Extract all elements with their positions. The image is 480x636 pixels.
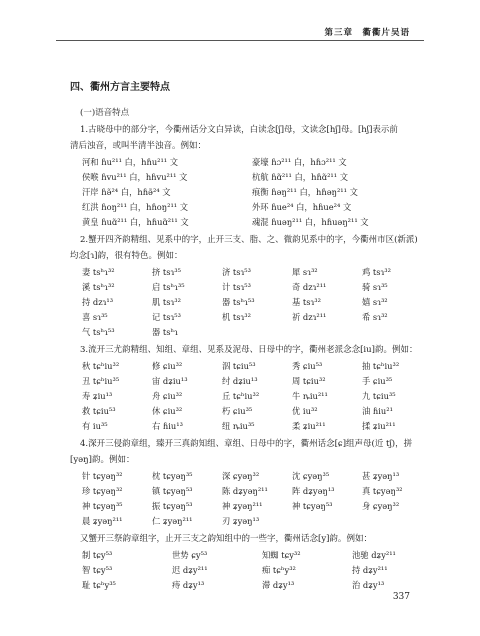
example-cell: 刃 ʑyəŋ¹³ bbox=[222, 516, 260, 526]
example-row bbox=[82, 564, 432, 578]
example-cell: 喜 sɿ³⁵ bbox=[82, 312, 108, 322]
example-cell: 痕衡 ɦəŋ²¹¹ 白，hɦəŋ²¹¹ 文 bbox=[252, 187, 358, 197]
example-cell: 寿 ʑiu¹³ bbox=[82, 391, 113, 401]
paragraph-3 bbox=[70, 342, 420, 358]
paragraph-4-line-1: 4.深开三侵韵章组，臻开三真韵知组、章组、日母中的字，衢州话念[ɕ]组声母(近 tʃ)，拼 bbox=[80, 439, 413, 449]
example-row bbox=[82, 156, 432, 170]
example-row bbox=[82, 171, 432, 185]
example-cell: 智 tɕy⁵³ bbox=[82, 565, 113, 575]
example-cell: 侯喉 ɦvu²¹¹ 白，hɦvu²¹¹ 文 bbox=[82, 172, 188, 182]
example-cell: 神 tɕyəŋ³⁵ bbox=[82, 501, 123, 511]
example-cell: 周 tɕiu³² bbox=[292, 376, 326, 386]
example-cell: 丑 tɕʰiu³⁵ bbox=[82, 376, 120, 386]
example-cell: 器 tsʰɿ bbox=[152, 327, 178, 337]
example-cell: 陈 dʑyəŋ²¹¹ bbox=[222, 486, 268, 496]
example-cell: 朽 ɕiu³⁵ bbox=[222, 406, 253, 416]
example-cell: 知蜘 tɕy³² bbox=[262, 550, 301, 560]
example-cell: 揉 ʑiu²¹¹ bbox=[362, 421, 396, 431]
example-cell: 济 tsɿ⁵³ bbox=[222, 267, 251, 277]
example-row bbox=[82, 360, 432, 374]
example-cell: 汗岸 ɦə̃²⁴ 白，hɦə̃²⁴ 文 bbox=[82, 187, 171, 197]
section-title: 四、衢州方言主要特点 bbox=[70, 82, 170, 93]
example-cell: 耻 tɕʰy³⁵ bbox=[82, 580, 116, 590]
example-row bbox=[82, 470, 432, 484]
example-cell: 丘 tɕʰiu³² bbox=[222, 391, 260, 401]
example-cell: 计 tsɿ⁵³ bbox=[222, 282, 251, 292]
page-number: 337 bbox=[392, 592, 410, 602]
subsection-title: (一)语音特点 bbox=[80, 108, 130, 118]
example-cell: 嬉 sɿ³² bbox=[362, 297, 388, 307]
paragraph-2-line-2: 均念[ɿ]韵，很有特色。例如： bbox=[70, 251, 183, 261]
example-row bbox=[82, 405, 432, 419]
example-cell: 希 sɿ³² bbox=[362, 312, 388, 322]
example-cell: 仁 ʑyəŋ²¹¹ bbox=[152, 516, 193, 526]
example-row bbox=[82, 515, 432, 529]
example-cell: 真 tɕyəŋ³² bbox=[362, 486, 403, 496]
example-cell: 治 dʑy¹³ bbox=[352, 580, 385, 590]
example-cell: 基 tsɿ³² bbox=[292, 297, 321, 307]
paragraph-2 bbox=[70, 232, 420, 264]
paragraph-1-line-1: 1.古晓母中的部分字，今衢州话分文白异读，白读念[ʃ]母，文读念[hʃ]母。[hʃ]表示前 bbox=[80, 125, 398, 135]
example-cell: 油 ɦiu²¹ bbox=[362, 406, 393, 416]
example-row bbox=[82, 485, 432, 499]
example-cell: 神 tɕyəŋ⁵³ bbox=[292, 501, 333, 511]
example-cell: 振 tɕyəŋ⁵³ bbox=[152, 501, 193, 511]
example-cell bbox=[362, 515, 432, 529]
example-cell: 红洪 ɦoŋ²¹¹ 白，hɦoŋ²¹¹ 文 bbox=[82, 202, 189, 212]
example-cell: 滞 dʑy¹³ bbox=[262, 580, 295, 590]
example-cell: 外环 ɦue²⁴ 白，hɦue²⁴ 文 bbox=[252, 202, 352, 212]
paragraph-1 bbox=[70, 122, 420, 154]
example-cell: 器 tsʰɿ⁵³ bbox=[222, 297, 255, 307]
example-cell: 魂混 ɦuəŋ²¹¹ 白，hɦuəŋ²¹¹ 文 bbox=[252, 217, 369, 227]
example-cell: 气 tsʰɿ⁵³ bbox=[82, 327, 115, 337]
example-row bbox=[82, 186, 432, 200]
paragraph-4-line-2: [yəŋ]韵。例如： bbox=[70, 455, 135, 465]
example-cell: 鸡 tsɿ³² bbox=[362, 267, 391, 277]
example-cell: 痴 tɕʰy³² bbox=[262, 565, 296, 575]
example-cell: 珍 tɕyəŋ³² bbox=[82, 486, 123, 496]
paragraph-1-line-2: 清后浊音，或叫半清半浊音。例如： bbox=[70, 141, 207, 151]
paragraph-2-line-1: 2.蟹开四齐韵精组、见系中的字，止开三支、脂、之、微韵见系中的字，今衢州市区(新派) bbox=[80, 235, 418, 245]
example-cell: 甚 ʑyəŋ¹³ bbox=[362, 471, 400, 481]
paragraph-3-line-1: 3.流开三尤韵精组、知组、章组、见系及泥母、日母中的字，衢州老派念念[iu]韵。例如： bbox=[80, 345, 418, 355]
example-cell: 优 iu³² bbox=[292, 406, 318, 416]
example-cell: 妻 tsʰɿ³² bbox=[82, 267, 115, 277]
paragraph-5 bbox=[70, 531, 420, 547]
example-row bbox=[82, 549, 432, 563]
example-cell: 沈 ɕyəŋ³⁵ bbox=[292, 471, 330, 481]
example-cell: 修 ɕiu³² bbox=[152, 361, 183, 371]
example-row bbox=[82, 281, 432, 295]
example-cell: 纣 dʑiu¹³ bbox=[222, 376, 258, 386]
example-row bbox=[82, 390, 432, 404]
example-cell: 制 tɕy⁵³ bbox=[82, 550, 113, 560]
example-row bbox=[82, 201, 432, 215]
example-cell bbox=[292, 515, 362, 529]
example-cell bbox=[222, 326, 292, 340]
example-cell: 杭航 ɦɑ̃²¹¹ 白，hɦɑ̃²¹¹ 文 bbox=[252, 172, 349, 182]
example-cell: 神 ʑyəŋ²¹¹ bbox=[222, 501, 263, 511]
paragraph-4 bbox=[70, 436, 420, 468]
example-cell: 秋 tɕʰiu³² bbox=[82, 361, 120, 371]
example-cell: 秀 ɕiu⁵³ bbox=[292, 361, 323, 371]
example-cell: 晨 ʑyəŋ²¹¹ bbox=[82, 516, 123, 526]
example-cell: 河和 ɦu²¹¹ 白，hɦu²¹¹ 文 bbox=[82, 157, 179, 167]
paragraph-5-line-1: 又蟹开三祭韵章组字，止开三支之韵知组中的一些字，衢州话念[y]韵。例如： bbox=[80, 534, 372, 544]
example-row bbox=[82, 420, 432, 434]
example-cell: 祈 dzɿ²¹¹ bbox=[292, 312, 327, 322]
example-cell: 枕 tɕyəŋ³⁵ bbox=[152, 471, 193, 481]
example-cell: 奇 dzɿ²¹¹ bbox=[292, 282, 327, 292]
example-cell: 痔 dʑy¹³ bbox=[172, 580, 205, 590]
header-rule bbox=[56, 40, 424, 41]
example-cell: 肌 tsɿ³² bbox=[152, 297, 181, 307]
example-cell: 右 ɦiu¹³ bbox=[152, 421, 183, 431]
example-cell: 休 ɕiu³² bbox=[152, 406, 183, 416]
example-cell: 挤 tsɿ³⁵ bbox=[152, 267, 181, 277]
example-row bbox=[82, 296, 432, 310]
example-cell: 迟 dʑy²¹¹ bbox=[172, 565, 208, 575]
example-cell: 手 ɕiu³⁵ bbox=[362, 376, 393, 386]
example-cell: 有 iu³⁵ bbox=[82, 421, 108, 431]
example-cell: 池驰 dʑy²¹¹ bbox=[352, 550, 396, 560]
example-row bbox=[82, 500, 432, 514]
example-cell: 宙 dʑiu¹³ bbox=[152, 376, 188, 386]
example-cell: 身 ɕyəŋ³² bbox=[362, 501, 400, 511]
example-cell: 舟 ɕiu³² bbox=[152, 391, 183, 401]
example-cell: 牛 ȵiu²¹¹ bbox=[292, 391, 328, 401]
example-row bbox=[82, 375, 432, 389]
example-cell: 犀 sɿ³² bbox=[292, 267, 318, 277]
running-header: 第三章 衢衢片吴语 bbox=[324, 28, 410, 38]
example-cell: 纽 ȵiu³⁵ bbox=[222, 421, 255, 431]
example-cell: 持 dzɿ¹³ bbox=[82, 297, 114, 307]
example-row bbox=[82, 216, 432, 230]
example-cell: 针 tɕyəŋ³² bbox=[82, 471, 123, 481]
example-cell bbox=[292, 326, 362, 340]
example-cell: 世势 ɕy⁵³ bbox=[172, 550, 208, 560]
example-cell: 黄皇 ɦuɑ̃²¹¹ 白，hɦuɑ̃²¹¹ 文 bbox=[82, 217, 189, 227]
example-cell: 泅 tɕiu⁵³ bbox=[222, 361, 256, 371]
example-cell bbox=[362, 326, 432, 340]
example-cell: 机 tsɿ³² bbox=[222, 312, 251, 322]
example-cell: 柔 ʑiu²¹¹ bbox=[292, 421, 326, 431]
example-cell: 启 tsʰɿ³⁵ bbox=[152, 282, 185, 292]
example-cell: 救 tɕiu⁵³ bbox=[82, 406, 116, 416]
example-row bbox=[82, 266, 432, 280]
example-cell: 溪 tsʰɿ³² bbox=[82, 282, 115, 292]
example-cell: 持 dʑy²¹¹ bbox=[352, 565, 388, 575]
example-cell: 深 ɕyəŋ³² bbox=[222, 471, 260, 481]
example-row bbox=[82, 579, 432, 593]
example-row bbox=[82, 311, 432, 325]
example-row bbox=[82, 326, 432, 340]
example-cell: 阵 dʑyəŋ¹³ bbox=[292, 486, 335, 496]
example-cell: 镇 tɕyəŋ⁵³ bbox=[152, 486, 193, 496]
example-cell: 骑 sɿ³⁵ bbox=[362, 282, 388, 292]
example-cell: 记 tsɿ⁵³ bbox=[152, 312, 181, 322]
example-cell: 抽 tɕʰiu³² bbox=[362, 361, 400, 371]
example-cell: 九 tɕiu³⁵ bbox=[362, 391, 396, 401]
example-cell: 豪壕 ɦɔ²¹¹ 白，hɦɔ²¹¹ 文 bbox=[252, 157, 347, 167]
